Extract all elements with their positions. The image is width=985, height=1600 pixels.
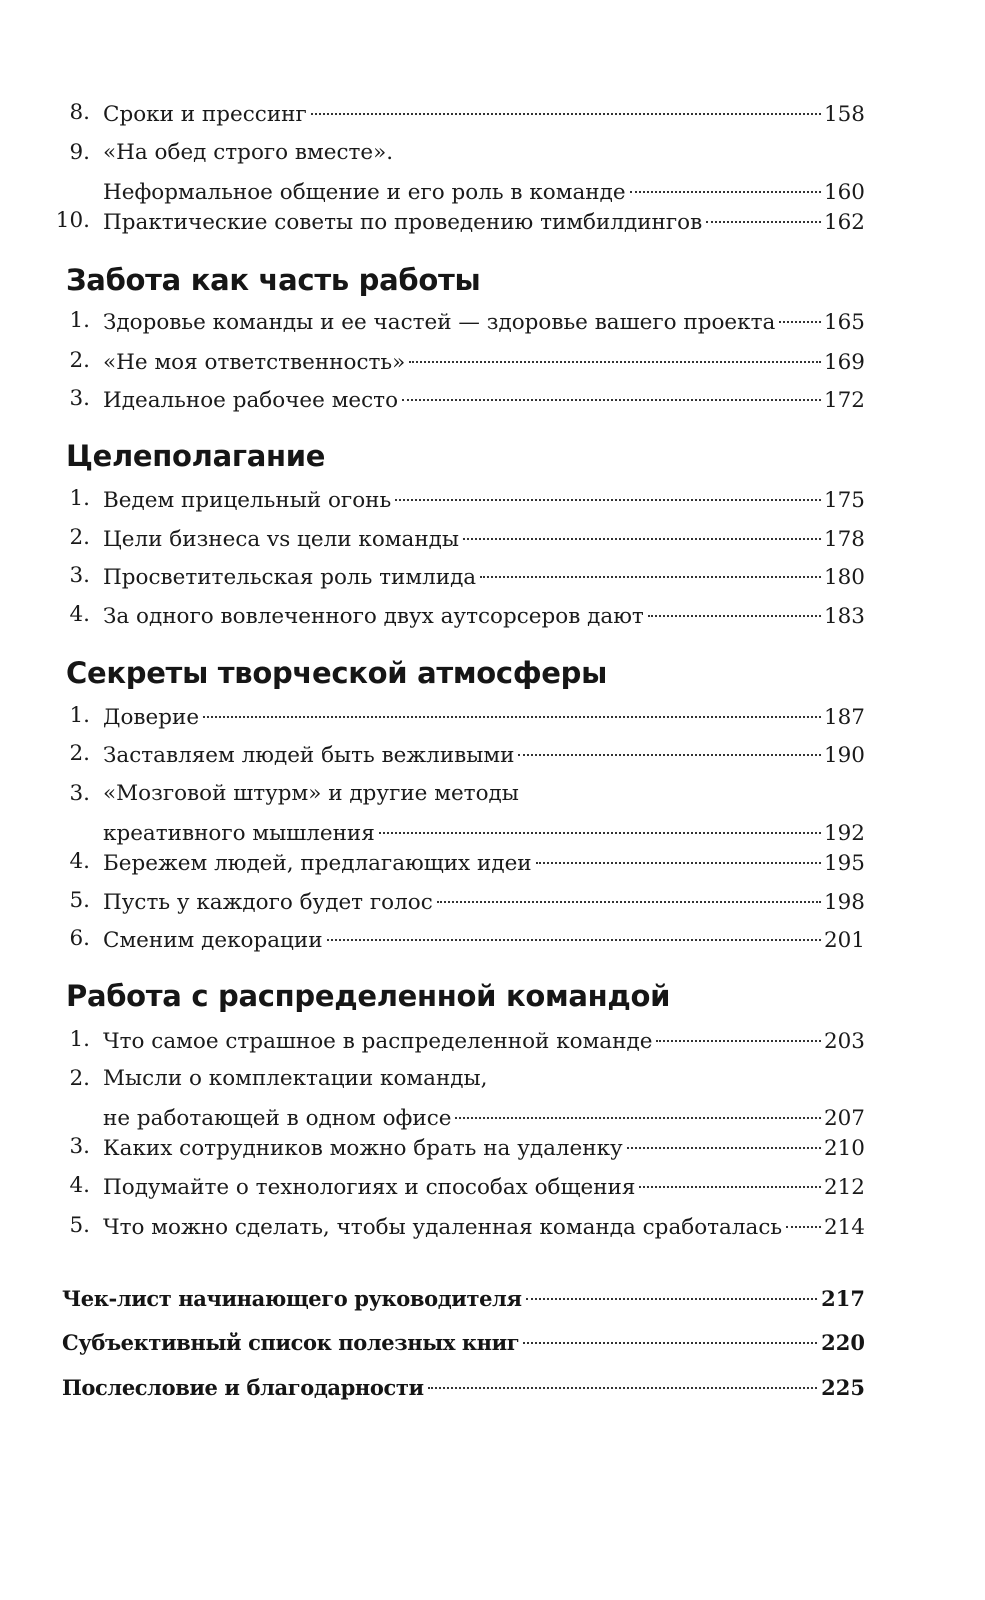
entry-title-row [103, 525, 825, 555]
page-number: 183 [823, 604, 865, 629]
toc-entry[interactable] [0, 521, 985, 555]
dot-leader [203, 716, 821, 718]
end-matter-title: Послесловие и благодарности [62, 1375, 424, 1400]
dot-leader [536, 862, 821, 864]
entry-title-row [103, 308, 825, 338]
entry-title-line: Доверие [103, 705, 200, 730]
toc-entry[interactable] [0, 777, 985, 849]
entry-number: 5. [69, 1213, 90, 1238]
page-number: 220 [821, 1330, 865, 1355]
page-number: 217 [821, 1286, 865, 1311]
toc-entry[interactable] [0, 699, 985, 733]
entry-title-row [103, 1213, 825, 1243]
entry-title-line: Мысли о комплектации команды, [103, 1066, 488, 1091]
entry-title-row [103, 348, 825, 378]
toc-entry[interactable] [0, 1130, 985, 1164]
dot-leader [455, 1117, 821, 1119]
entry-number: 9. [69, 140, 90, 165]
page-number: 203 [823, 1029, 865, 1054]
entry-number: 1. [69, 486, 90, 511]
end-matter-entry[interactable] [62, 1283, 865, 1315]
dot-leader [327, 939, 821, 941]
entry-number: 10. [55, 208, 90, 233]
entry-title-line: Пусть у каждого будет голос [103, 890, 433, 915]
page-number: 160 [823, 180, 865, 205]
entry-title-row [103, 1134, 825, 1164]
entry-title-line: Неформальное общение и его роль в команде [103, 180, 626, 205]
entry-number: 3. [69, 781, 90, 806]
page-number: 201 [823, 928, 865, 953]
entry-number: 4. [69, 602, 90, 627]
dot-leader [630, 191, 821, 193]
dot-leader [627, 1147, 821, 1149]
page-number: 169 [823, 350, 865, 375]
entry-title-row [103, 100, 825, 130]
entry-title-line: не работающей в одном офисе [103, 1106, 452, 1131]
entry-title-row [103, 849, 825, 879]
entry-title-line: «Мозговой штурм» и другие методы [103, 781, 519, 806]
end-matter-entry[interactable] [62, 1327, 865, 1359]
entry-number: 1. [69, 703, 90, 728]
page-number: 187 [823, 705, 865, 730]
end-matter-title: Чек-лист начинающего руководителя [62, 1286, 522, 1311]
toc-entry[interactable] [0, 344, 985, 378]
entry-number: 4. [69, 1173, 90, 1198]
dot-leader [526, 1298, 818, 1300]
page-number: 214 [823, 1215, 865, 1240]
toc-entry[interactable] [0, 136, 985, 208]
toc-entry[interactable] [0, 1062, 985, 1134]
page-number: 165 [823, 310, 865, 335]
entry-number: 3. [69, 1134, 90, 1159]
end-matter-title: Субъективный список полезных книг [62, 1330, 520, 1355]
dot-leader [639, 1186, 821, 1188]
entry-title-line: Просветительская роль тимлида [103, 565, 477, 590]
page-number: 158 [823, 102, 865, 127]
page-number: 172 [823, 388, 865, 413]
entry-title-line: Заставляем людей быть вежливыми [103, 743, 515, 768]
entry-title-line: Идеальное рабочее место [103, 388, 399, 413]
dot-leader [379, 832, 821, 834]
dot-leader [706, 221, 821, 223]
dot-leader [786, 1226, 821, 1228]
entry-title-row [103, 703, 825, 733]
dot-leader [523, 1342, 817, 1344]
dot-leader [480, 576, 821, 578]
section-heading: Забота как часть работы [66, 263, 481, 297]
entry-number: 1. [69, 308, 90, 333]
entry-title-line: креативного мышления [103, 821, 375, 846]
toc-entry[interactable] [0, 96, 985, 130]
entry-title-line: «Не моя ответственность» [103, 350, 406, 375]
entry-title-line: Практические советы по проведению тимбилдингов [103, 210, 703, 235]
page-number: 190 [823, 743, 865, 768]
page-number: 195 [823, 851, 865, 876]
entry-title-line: Здоровье команды и ее частей — здоровье вашего проекта [103, 310, 776, 335]
entry-title-row [103, 926, 825, 956]
entry-title-line: Что можно сделать, чтобы удаленная команда сработалась [103, 1215, 783, 1240]
dot-leader [402, 399, 821, 401]
entry-number: 5. [69, 888, 90, 913]
entry-title-row [103, 563, 825, 593]
page-number: 212 [823, 1175, 865, 1200]
dot-leader [463, 538, 821, 540]
entry-title-line: Бережем людей, предлагающих идеи [103, 851, 532, 876]
entry-title-row [103, 602, 825, 632]
page-number: 162 [823, 210, 865, 235]
toc-entry[interactable] [0, 845, 985, 879]
entry-number: 2. [69, 525, 90, 550]
toc-entry[interactable] [0, 1169, 985, 1203]
entry-number: 1. [69, 1027, 90, 1052]
dot-leader [648, 615, 821, 617]
entry-number: 2. [69, 348, 90, 373]
section-heading: Секреты творческой атмосферы [66, 656, 608, 690]
entry-title-line: Сроки и прессинг [103, 102, 307, 127]
page-number: 192 [823, 821, 865, 846]
dot-leader [518, 754, 821, 756]
page-number: 180 [823, 565, 865, 590]
entry-number: 2. [69, 1066, 90, 1091]
dot-leader [656, 1040, 821, 1042]
entry-title-line: «На обед строго вместе». [103, 140, 394, 165]
entry-title-row [103, 486, 825, 516]
page-number: 198 [823, 890, 865, 915]
entry-title-line: Цели бизнеса vs цели команды [103, 527, 460, 552]
page-number: 225 [821, 1375, 865, 1400]
entry-number: 2. [69, 741, 90, 766]
dot-leader [779, 321, 821, 323]
entry-title-row [103, 386, 825, 416]
dot-leader [395, 499, 821, 501]
page-number: 207 [823, 1106, 865, 1131]
entry-title-row [103, 1173, 825, 1203]
dot-leader [437, 901, 821, 903]
dot-leader [311, 113, 821, 115]
entry-title-line: Ведем прицельный огонь [103, 488, 392, 513]
toc-entry[interactable] [0, 559, 985, 593]
toc-entry[interactable] [0, 598, 985, 632]
entry-number: 3. [69, 386, 90, 411]
toc-entry[interactable] [0, 922, 985, 956]
entry-title-line: Сменим декорации [103, 928, 323, 953]
end-matter-entry[interactable] [62, 1372, 865, 1404]
entry-number: 6. [69, 926, 90, 951]
entry-number: 8. [69, 100, 90, 125]
toc-entry[interactable] [0, 884, 985, 918]
entry-number: 4. [69, 849, 90, 874]
entry-title-row [103, 741, 825, 771]
entry-title-row [103, 1027, 825, 1057]
entry-title-line: Подумайте о технологиях и способах общения [103, 1175, 636, 1200]
toc-entry[interactable] [0, 1023, 985, 1057]
entry-title-row [103, 208, 825, 238]
toc-entry[interactable] [0, 1209, 985, 1243]
page-number: 178 [823, 527, 865, 552]
toc-entry[interactable] [0, 482, 985, 516]
entry-number: 3. [69, 563, 90, 588]
toc-entry[interactable] [0, 304, 985, 338]
toc-entry[interactable] [0, 382, 985, 416]
page-number: 210 [823, 1136, 865, 1161]
toc-entry[interactable] [0, 737, 985, 771]
page-number: 175 [823, 488, 865, 513]
toc-entry[interactable] [0, 204, 985, 238]
dot-leader [428, 1387, 818, 1389]
section-heading: Работа с распределенной командой [66, 979, 671, 1013]
dot-leader [409, 361, 821, 363]
entry-title-line: Каких сотрудников можно брать на удаленку [103, 1136, 623, 1161]
entry-title-line: За одного вовлеченного двух аутсорсеров дают [103, 604, 644, 629]
entry-title-row [103, 888, 825, 918]
entry-title-line: Что самое страшное в распределенной команде [103, 1029, 653, 1054]
section-heading: Целеполагание [66, 439, 326, 473]
